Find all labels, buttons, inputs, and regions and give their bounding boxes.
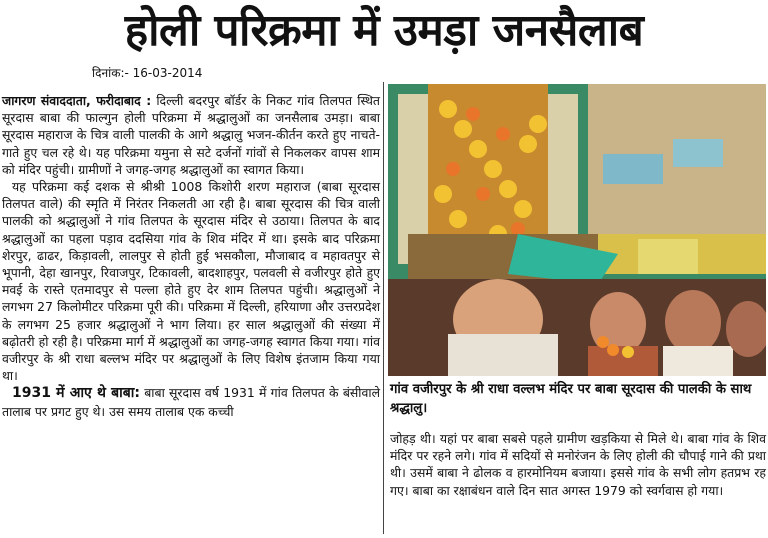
dateline: दिनांक:- 16-03-2014 bbox=[92, 66, 203, 80]
subheading: 1931 में आए थे बाबा: bbox=[12, 385, 140, 402]
article-right-column bbox=[390, 430, 766, 499]
paragraph-1-text: दिल्ली बदरपुर बॉर्डर के निकट गांव तिलपत स्थित सूरदास बाबा की फाल्गुन होली परिक्रमा में श्रद्धालुओं का जनसैलाब उमड़ा। बाबा सूरदास महाराज के चित्र वाली पालकी के आगे श्रद्धालु भजन-कीर्तन करते हुए नाचते-गाते हुए चल रहे थे। यह परिक्रमा यमुना से सटे दर्जनों गांवों से निकलकर वापस शाम को मंदिर पहुंची। ग्रामीणों ने जगह-जगह श्रद्धालुओं का स्वागत किया। bbox=[2, 93, 380, 177]
byline: जागरण संवाददाता, फरीदाबाद : bbox=[2, 93, 152, 108]
photo-caption: गांव वजीरपुर के श्री राधा वल्लभ मंदिर पर बाबा सूरदास की पालकी के साथ श्रद्धालु। bbox=[390, 382, 752, 416]
paragraph-2: यह परिक्रमा कई दशक से श्रीश्री 1008 किशोरी शरण महाराज (बाबा सूरदास तिलपत वाले) की स्मृति में निरंतर निकलती आ रही है। बाबा सूरदास की चित्र वाली पालकी को श्रद्धालुओं ने गांव तिलपत के सूरदास मंदिर से उठाया। तिलपत के बाद श्रद्धालुओं का पहला पड़ाव ददसिया गांव के शिव मंदिर में था। इसके बाद परिक्रमा शेरपुर, ढाढर, किड़ावली, लालपुर से होती हुई भसकौला, मौजाबाद व महावतपुर से भूपानी, देहा खानपुर, रिवाजपुर, टिकावली, बादशाहपुर, पलवली से वजीरपुर होते हुए मवई के रास्ते एतमादपुर से पल्ला होते हुए देर शाम तिलपत पहुंची। श्रद्धालुओं ने लगभग 27 किलोमीटर परिक्रमा पूरी की। परिक्रमा में दिल्ली, हरियाणा और उत्तरप्रदेश के लगभग 25 हजार श्रद्धालुओं ने भाग लिया। हर साल श्रद्धालुओं की संख्या में बढ़ोतरी हो रही है। परिक्रमा मार्ग में श्रद्धालुओं का जगह-जगह स्वागत किया गया। गांव वजीरपुर के श्री राधा बल्लभ मंदिर पर श्रद्धालुओं के लिए विशेष इंतजाम किया गया था। bbox=[2, 179, 380, 384]
article-left-column bbox=[2, 92, 380, 420]
paragraph-3-text: बाबा सूरदास वर्ष 1931 में गांव तिलपत के बंसीवाले तालाब पर प्रगट हुए थे। उस समय तालाब एक कच्ची bbox=[2, 385, 380, 419]
column-divider bbox=[383, 82, 384, 534]
paragraph-3 bbox=[2, 384, 380, 419]
news-photo bbox=[388, 84, 766, 376]
paragraph-4: जोहड़ थी। यहां पर बाबा सबसे पहले ग्रामीण खड़किया से मिले थे। बाबा गांव के शिव मंदिर पर रहने लगे। गांव में सदियों से मनोरंजन के लिए होली की चौपाई गाने की प्रथा थी। उसमें बाबा ने ढोलक व हारमोनियम बजाया। इससे गांव के सभी लोग हतप्रभ रह गए। बाबा का रक्षाबंधन वाले दिन सात अगस्त 1979 को स्वर्गवास हो गया। bbox=[390, 431, 766, 498]
photo-illustration bbox=[388, 84, 766, 376]
headline: होली परिक्रमा में उमड़ा जनसैलाब bbox=[124, 5, 644, 56]
paragraph-1 bbox=[2, 92, 380, 178]
